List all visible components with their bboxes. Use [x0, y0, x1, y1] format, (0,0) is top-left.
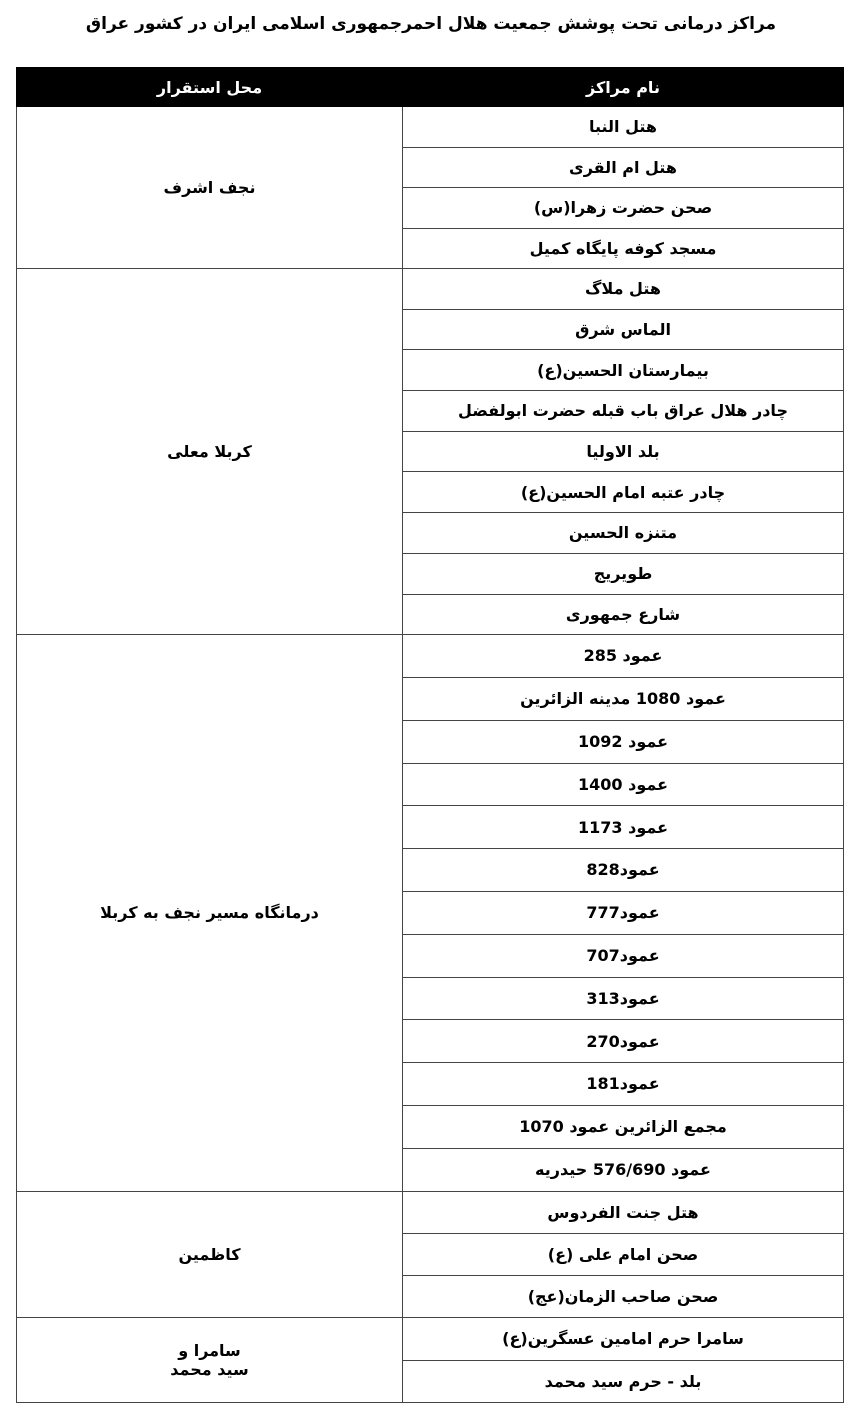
center-name-cell: عمود 285	[403, 635, 844, 678]
page-title: مراکز درمانی تحت پوشش جمعیت هلال احمرجمهوری اسلامی ایران در کشور عراق	[85, 14, 777, 34]
table-row	[17, 1191, 844, 1233]
center-name-cell: چادر عتبه امام الحسین(ع)	[403, 472, 844, 513]
center-name-cell: الماس شرق	[403, 309, 844, 350]
location-cell: نجف اشرف	[17, 107, 403, 269]
center-name-cell: بلد - حرم سید محمد	[403, 1360, 844, 1402]
center-name-cell: عمود270	[403, 1020, 844, 1063]
center-name-cell: هتل النبا	[403, 107, 844, 148]
center-name-cell: عمود181	[403, 1063, 844, 1106]
table-body	[17, 107, 844, 1403]
header-row	[17, 68, 844, 107]
table-header	[17, 68, 844, 107]
center-name-cell: شارع جمهوری	[403, 594, 844, 635]
table-row	[17, 107, 844, 148]
centers-table	[16, 67, 844, 1403]
center-name-cell: متنزه الحسین	[403, 513, 844, 554]
center-name-cell: عمود828	[403, 849, 844, 892]
center-name-cell: عمود707	[403, 934, 844, 977]
center-name-cell: عمود 1400	[403, 763, 844, 806]
center-name-cell: عمود313	[403, 977, 844, 1020]
location-cell: کاظمین	[17, 1191, 403, 1318]
center-name-cell: هتل ملاگ	[403, 269, 844, 310]
center-name-cell: مسجد کوفه پایگاه کمیل	[403, 228, 844, 269]
location-cell: درمانگاه مسیر نجف به کربلا	[17, 635, 403, 1191]
center-name-cell: مجمع الزائرین عمود 1070	[403, 1105, 844, 1148]
center-name-cell: صحن امام علی (ع)	[403, 1233, 844, 1275]
center-name-cell: عمود 1080 مدینه الزائرین	[403, 677, 844, 720]
center-name-cell: سامرا حرم امامین عسگرین(ع)	[403, 1318, 844, 1360]
center-name-cell: عمود 1092	[403, 720, 844, 763]
table-row	[17, 269, 844, 310]
location-cell: سامرا و سید محمد	[17, 1318, 403, 1403]
table-row	[17, 1318, 844, 1360]
center-name-cell: صحن حضرت زهرا(س)	[403, 188, 844, 229]
center-name-cell: صحن صاحب الزمان(عج)	[403, 1276, 844, 1318]
center-name-cell: عمود 576/690 حیدریه	[403, 1148, 844, 1191]
column-header-center-name: نام مراکز	[403, 68, 844, 107]
center-name-cell: چادر هلال عراق باب قبله حضرت ابولفضل	[403, 391, 844, 432]
center-name-cell: عمود 1173	[403, 806, 844, 849]
location-cell: کربلا معلی	[17, 269, 403, 635]
center-name-cell: هتل ام القری	[403, 147, 844, 188]
center-name-cell: عمود777	[403, 891, 844, 934]
table-row	[17, 635, 844, 678]
center-name-cell: بلد الاولیا	[403, 431, 844, 472]
center-name-cell: بیمارستان الحسین(ع)	[403, 350, 844, 391]
center-name-cell: طویریج	[403, 553, 844, 594]
center-name-cell: هتل جنت الفردوس	[403, 1191, 844, 1233]
column-header-location: محل استقرار	[17, 68, 403, 107]
